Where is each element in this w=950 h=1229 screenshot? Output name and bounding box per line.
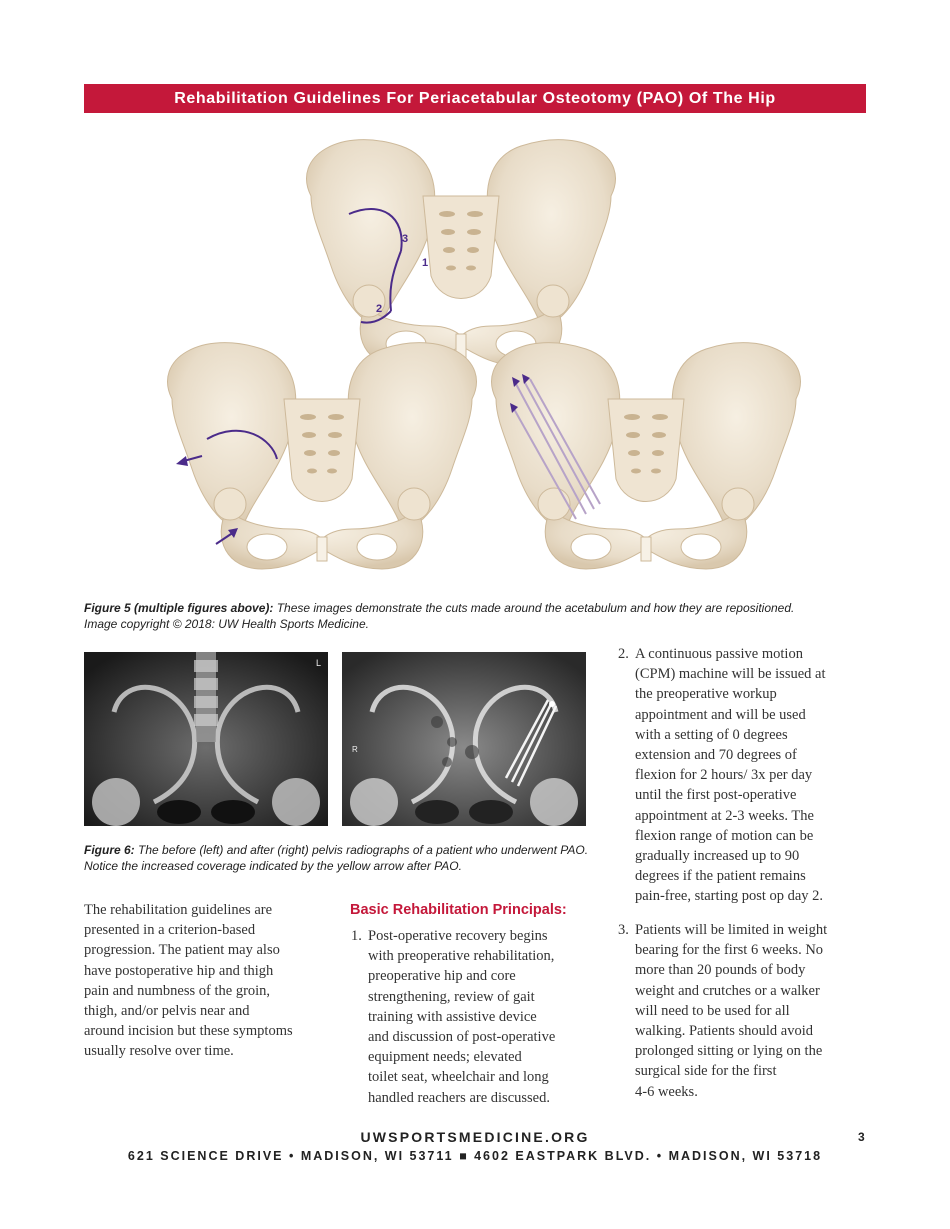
intro-line: usually resolve over time.: [84, 1043, 234, 1060]
page-title: Rehabilitation Guidelines For Periacetabular Osteotomy (PAO) Of The Hip: [174, 89, 776, 107]
list-number: 1.: [351, 928, 362, 944]
cut-label-1: 1: [422, 257, 429, 269]
principle-item-2: [618, 644, 868, 907]
list-number: 3.: [618, 922, 629, 938]
item-line: toilet seat, wheelchair and long: [368, 1069, 549, 1086]
item-line: preoperative hip and core: [368, 968, 516, 985]
item-line: flexion range of motion can be: [635, 827, 814, 844]
intro-line: progression. The patient may also: [84, 942, 280, 959]
item-line: Patients will be limited in weight: [635, 922, 828, 938]
radiograph-before: [84, 652, 328, 826]
figure-6-caption-text: The before (left) and after (right) pelvis radiographs of a patient who underwent PAO.: [138, 843, 589, 857]
figure-5-caption: [84, 600, 866, 632]
pelvis-illustration-bottom-right: [492, 343, 801, 569]
list-number: 2.: [618, 646, 629, 662]
item-line: degrees if the patient remains: [635, 868, 806, 885]
footer-address: 621 SCIENCE DRIVE • MADISON, WI 53711 ■ 4602 EASTPARK BLVD. • MADISON, WI 53718: [127, 1149, 823, 1163]
principle-list-3: [618, 920, 868, 1102]
item-line: appointment at 2-3 weeks. The: [635, 807, 814, 824]
item-line: handled reachers are discussed.: [368, 1089, 550, 1106]
intro-line: thigh, and/or pelvis near and: [84, 1003, 250, 1020]
item-line: (CPM) machine will be issued at: [635, 666, 826, 683]
item-line: with preoperative rehabilitation,: [368, 948, 555, 965]
item-line: weight and crutches or a walker: [635, 982, 820, 999]
intro-line: The rehabilitation guidelines are: [84, 902, 273, 918]
item-line: Post-operative recovery begins: [368, 928, 548, 944]
item-line: until the first post-operative: [635, 787, 797, 804]
header-banner: [84, 84, 866, 113]
pelvis-illustration-top: [307, 140, 616, 366]
radiograph-right-marker: R: [352, 745, 358, 754]
item-line: 4-6 weeks.: [635, 1083, 698, 1100]
item-line: the preoperative workup: [635, 686, 777, 703]
figure-5-caption-text: These images demonstrate the cuts made around the acetabulum and how they are repositioned.: [276, 601, 795, 615]
intro-line: have postoperative hip and thigh: [84, 962, 274, 979]
page-number: 3: [858, 1130, 865, 1144]
principle-list-1: [351, 926, 601, 1108]
item-line: bearing for the first 6 weeks. No: [635, 942, 824, 959]
item-line: training with assistive device: [368, 1008, 537, 1025]
item-line: pain-free, starting post op day 2.: [635, 888, 824, 905]
item-line: flexion for 2 hours/ 3x per day: [635, 767, 813, 784]
radiograph-left-marker: L: [316, 658, 322, 668]
figure-6-caption: [84, 842, 604, 874]
item-line: with a setting of 0 degrees: [635, 726, 788, 743]
item-line: walking. Patients should avoid: [635, 1023, 814, 1040]
item-line: will need to be used for all: [635, 1002, 790, 1019]
item-line: more than 20 pounds of body: [635, 962, 806, 979]
figure-5-illustrations: [136, 124, 822, 594]
item-line: A continuous passive motion: [635, 646, 803, 662]
principles-heading: Basic Rehabilitation Principals:: [350, 902, 567, 918]
principle-item-3: [618, 920, 868, 1102]
item-line: extension and 70 degrees of: [635, 747, 797, 764]
item-line: prolonged sitting or lying on the: [635, 1043, 823, 1060]
item-line: gradually increased up to 90: [635, 848, 800, 865]
pelvis-illustration-bottom-left: [168, 343, 477, 569]
figure-5-caption-label: Figure 5 (multiple figures above):: [84, 601, 274, 615]
principle-list-2: [618, 644, 868, 907]
figure-6-caption-line2: Notice the increased coverage indicated by the yellow arrow after PAO.: [84, 859, 462, 873]
intro-line: around incision but these symptoms: [84, 1023, 293, 1040]
principle-item-1: [351, 926, 601, 1108]
cut-label-2: 2: [376, 303, 383, 315]
figure-6-caption-label: Figure 6:: [84, 843, 135, 857]
intro-line: pain and numbness of the groin,: [84, 982, 271, 999]
intro-line: presented in a criterion-based: [84, 922, 256, 939]
item-line: strengthening, review of gait: [368, 988, 535, 1005]
intro-paragraph: [84, 900, 344, 1062]
item-line: and discussion of post-operative: [368, 1029, 556, 1046]
item-line: surgical side for the first: [635, 1063, 777, 1080]
cut-label-3: 3: [402, 233, 409, 245]
figure-5-caption-line2: Image copyright © 2018: UW Health Sports Medicine.: [84, 617, 369, 631]
item-line: equipment needs; elevated: [368, 1049, 522, 1066]
footer-website: UWSPORTSMEDICINE.ORG: [360, 1129, 590, 1145]
radiograph-after: [342, 652, 586, 826]
item-line: appointment and will be used: [635, 706, 806, 723]
